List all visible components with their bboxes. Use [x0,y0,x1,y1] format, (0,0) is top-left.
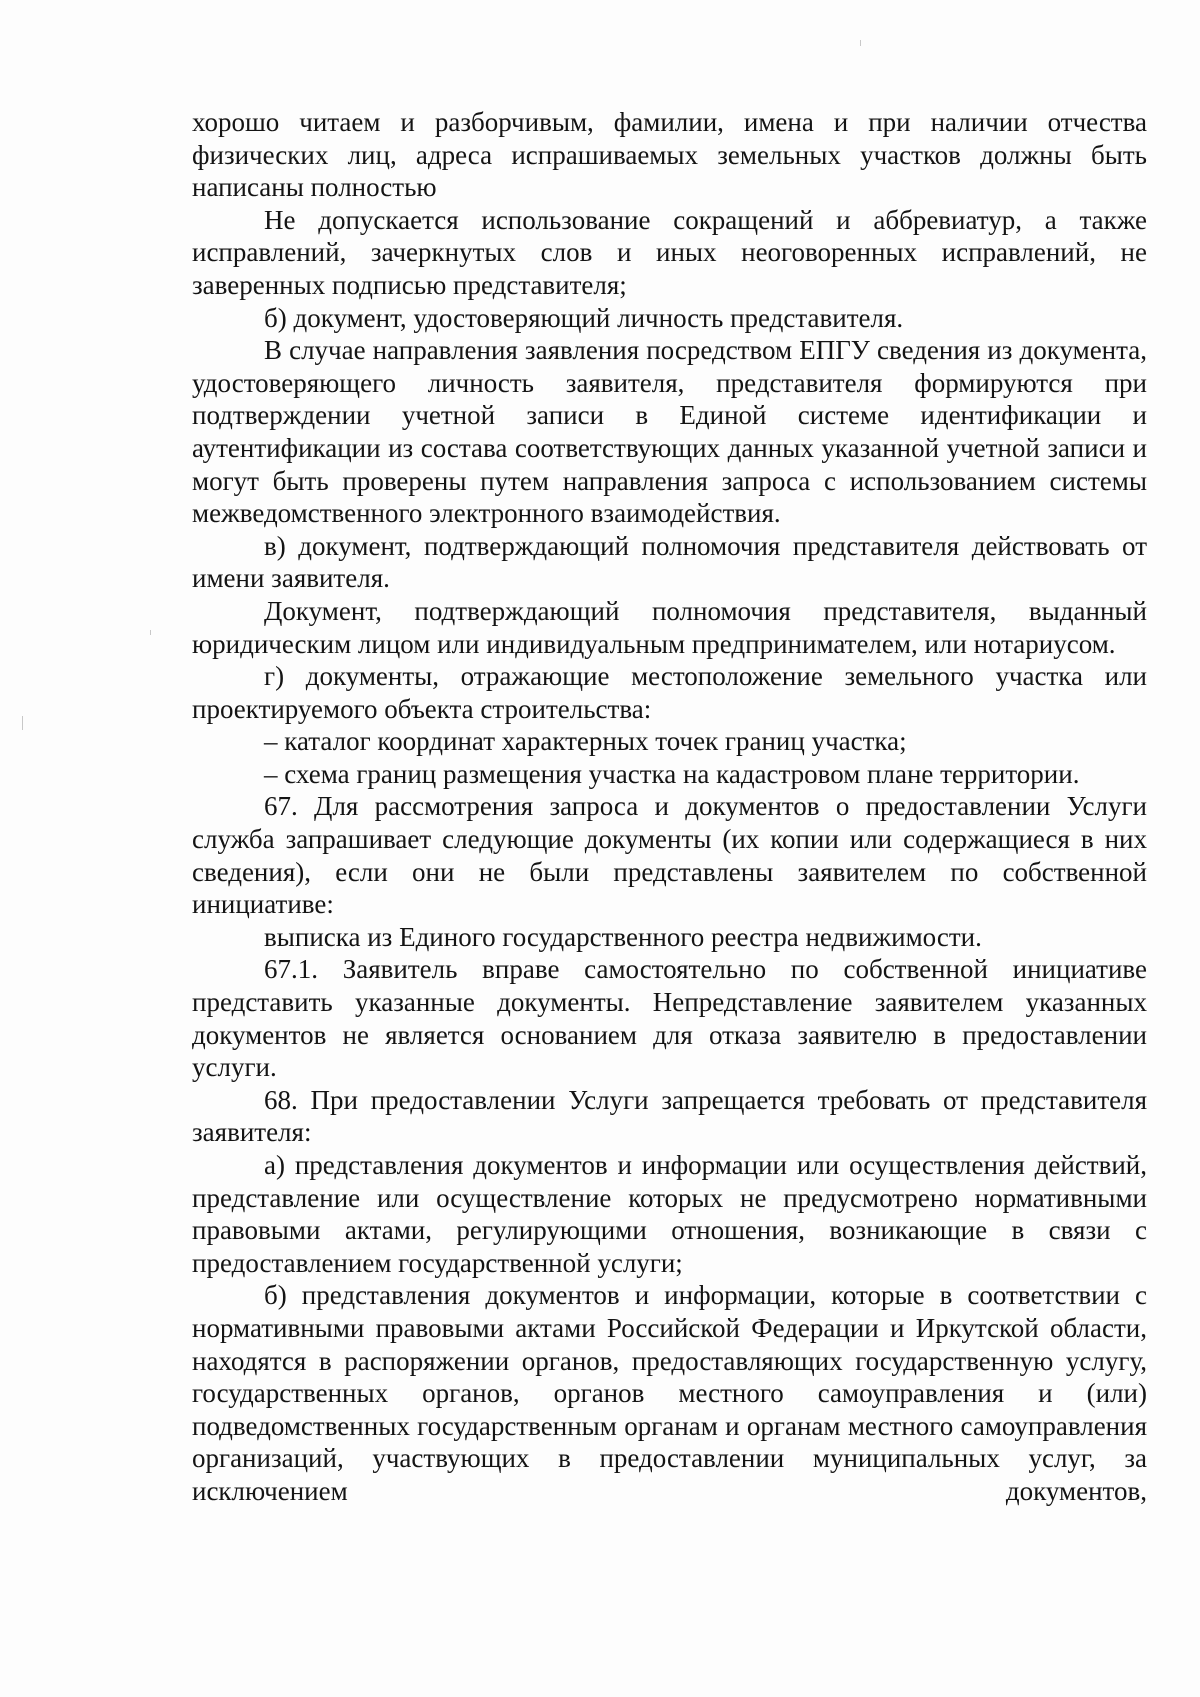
paragraph: хорошо читаем и разборчивым, фамилии, имена и при наличии отчества физических лиц, адреса испрашиваемых земельных участков должны быть написаны полностью [192,107,1147,203]
list-item: – схема границ размещения участка на кадастровом плане территории. [264,758,1080,789]
paragraph: г) документы, отражающие местоположение земельного участка или проектируемого объекта строительства: [192,661,1147,724]
paragraph: в) документ, подтверждающий полномочия представителя действовать от имени заявителя. [192,530,1147,594]
list-item: – каталог координат характерных точек границ участка; [264,726,907,757]
paragraph: б) представления документов и информации, которые в соответствии с нормативными правовыми актами Российской Федерации и Иркутской области, находятся в распоряжении органов, предоставляющих государственную услугу, государственных органов, органов местного самоуправления и (или) подведомственных государственным органам и органам местного самоуправления организаций, участвующих в предоставлении муниципальных услуг, за исключением документов, [192,1280,1147,1506]
paragraph: б) документ, удостоверяющий личность представителя. [264,302,904,333]
document-body [192,106,1147,1508]
paragraph: а) представления документов и информации или осуществления действий, представление или осуществление которых не предусмотрено нормативными правовыми актами, регулирующими отношения, возникающие в связи с предоставлением государственной услуги; [192,1150,1147,1278]
scan-mark [860,40,861,46]
scan-mark [22,716,23,730]
paragraph: 67. Для рассмотрения запроса и документов о предоставлении Услуги служба запрашивает следующие документы (их копии или содержащиеся в них сведения), если они не были представлены заявителем по собственной инициативе: [192,791,1147,920]
paragraph: Документ, подтверждающий полномочия представителя, выданный юридическим лицом или индивидуальным предпринимателем, или нотариусом. [192,595,1147,659]
paragraph: 68. При предоставлении Услуги запрещается требовать от представителя заявителя: [192,1084,1147,1148]
paragraph: Не допускается использование сокращений и аббревиатур, а также исправлений, зачеркнутых слов и иных неоговоренных исправлений, не заверенных подписью представителя; [192,204,1147,300]
paragraph: выписка из Единого государственного реестра недвижимости. [264,921,982,952]
paragraph: 67.1. Заявитель вправе самостоятельно по собственной инициативе представить указанные документы. Непредставление заявителем указанных документов не является основанием для отказа заявителю в предоставлении услуги. [192,954,1147,1083]
scan-mark [150,630,151,635]
paragraph: В случае направления заявления посредством ЕПГУ сведения из документа, удостоверяющего личность заявителя, представителя формируются при подтверждении учетной записи в Единой системе идентификации и аутентификации из состава соответствующих данных указанной учетной записи и могут быть проверены путем направления запроса с использованием системы межведомственного электронного взаимодействия. [192,335,1147,529]
